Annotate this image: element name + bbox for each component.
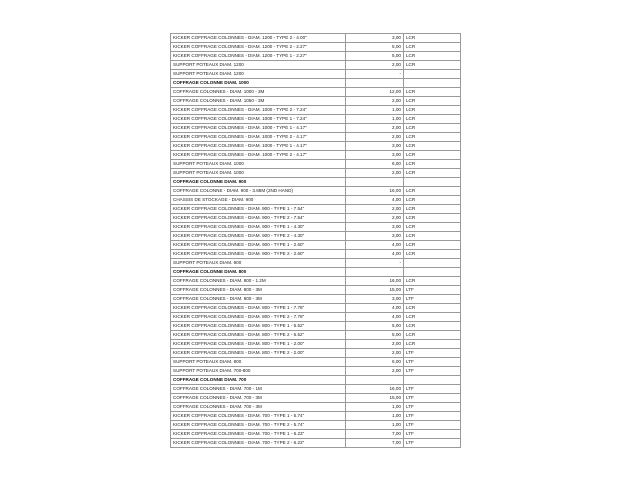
table-row [171, 106, 461, 115]
table-row [171, 124, 461, 133]
item-description-cell: KICKER COFFRAGE COLONNES - DIAM. 700 - TYPE 2 - 6.23" [171, 439, 346, 448]
unit-cell: LCR [404, 61, 461, 70]
quantity-cell [346, 268, 404, 277]
table-row [171, 214, 461, 223]
table-row [171, 412, 461, 421]
unit-cell: LTF [404, 349, 461, 358]
item-description-cell: KICKER COFFRAGE COLONNES - DIAM. 900 - TYPE 2 - 7.54" [171, 214, 346, 223]
item-description-cell: SUPPORT POTEAUX DIAM. 900 [171, 259, 346, 268]
unit-cell: LCR [404, 151, 461, 160]
item-description-cell: KICKER COFFRAGE COLONNES - DIAM. 1000 - TYPE 2 - 4.17" [171, 133, 346, 142]
section-header-row [171, 178, 461, 187]
quantity-cell: 7,00 [346, 430, 404, 439]
unit-cell: LCR [404, 52, 461, 61]
unit-cell: LCR [404, 133, 461, 142]
item-description-cell: COFFRAGE COLONNES - DIAM. 700 - 3M [171, 394, 346, 403]
unit-cell: LTF [404, 358, 461, 367]
unit-cell: LTF [404, 412, 461, 421]
unit-cell [404, 268, 461, 277]
quantity-cell: 2,00 [346, 367, 404, 376]
item-description-cell: KICKER COFFRAGE COLONNES - DIAM. 800 - TYPE 2 - 5.52" [171, 331, 346, 340]
quantity-cell: 3,00 [346, 151, 404, 160]
table-row [171, 115, 461, 124]
quantity-cell: 1,00 [346, 106, 404, 115]
quantity-cell: 2,00 [346, 169, 404, 178]
unit-cell: LCR [404, 124, 461, 133]
quantity-cell: 4,00 [346, 304, 404, 313]
table-row [171, 196, 461, 205]
table-row [171, 322, 461, 331]
table-row [171, 430, 461, 439]
item-description-cell: COFFRAGE COLONNE DIAM. 900 [171, 178, 346, 187]
table-row [171, 97, 461, 106]
quantity-cell: 1,00 [346, 115, 404, 124]
table-row [171, 439, 461, 448]
quantity-cell: 6,00 [346, 160, 404, 169]
item-description-cell: KICKER COFFRAGE COLONNES - DIAM. 900 - TYPE 2 - 4.30" [171, 232, 346, 241]
quantity-cell: 15,00 [346, 394, 404, 403]
item-description-cell: KICKER COFFRAGE COLONNES - DIAM. 700 - TYPE 1 - 5.74" [171, 412, 346, 421]
inventory-table-body [171, 34, 461, 448]
quantity-cell: 3,00 [346, 295, 404, 304]
item-description-cell: KICKER COFFRAGE COLONNES - DIAM. 1000 - TYPE 2 - 7.24" [171, 106, 346, 115]
table-row [171, 43, 461, 52]
table-row [171, 340, 461, 349]
item-description-cell: KICKER COFFRAGE COLONNES - DIAM. 900 - TYPE 1 - 2.60" [171, 241, 346, 250]
item-description-cell: KICKER COFFRAGE COLONNES - DIAM. 1200 - TYPE 2 - 2.27" [171, 43, 346, 52]
unit-cell [404, 79, 461, 88]
item-description-cell: KICKER COFFRAGE COLONNES - DIAM. 700 - TYPE 2 - 5.74" [171, 421, 346, 430]
unit-cell [404, 178, 461, 187]
quantity-cell: 2,00 [346, 349, 404, 358]
table-row [171, 259, 461, 268]
quantity-cell [346, 178, 404, 187]
unit-cell: LCR [404, 43, 461, 52]
quantity-cell [346, 79, 404, 88]
unit-cell: LCR [404, 232, 461, 241]
item-description-cell: KICKER COFFRAGE COLONNES - DIAM. 800 - TYPE 1 - 2.00" [171, 340, 346, 349]
quantity-cell: 1,00 [346, 403, 404, 412]
item-description-cell: COFFRAGE COLONNES - DIAM. 700 - 3M [171, 403, 346, 412]
quantity-cell: 15,00 [346, 286, 404, 295]
unit-cell: LTF [404, 367, 461, 376]
table-row [171, 313, 461, 322]
unit-cell: LCR [404, 115, 461, 124]
unit-cell: LCR [404, 169, 461, 178]
table-row [171, 403, 461, 412]
table-row [171, 358, 461, 367]
section-header-row [171, 268, 461, 277]
table-row [171, 331, 461, 340]
unit-cell: LCR [404, 223, 461, 232]
item-description-cell: COFFRAGE COLONNE - DIAM. 900 - 3.88M (2ND HAND) [171, 187, 346, 196]
quantity-cell: 5,00 [346, 322, 404, 331]
item-description-cell: KICKER COFFRAGE COLONNES - DIAM. 1000 - TYPE 1 - 7.24" [171, 115, 346, 124]
table-row [171, 187, 461, 196]
table-row [171, 151, 461, 160]
quantity-cell: 2,00 [346, 124, 404, 133]
quantity-cell: 2,00 [346, 97, 404, 106]
quantity-cell: 7,00 [346, 439, 404, 448]
item-description-cell: COFFRAGE COLONNES - DIAM. 800 - 1.2M [171, 277, 346, 286]
table-row [171, 70, 461, 79]
table-row [171, 385, 461, 394]
unit-cell [404, 70, 461, 79]
item-description-cell: KICKER COFFRAGE COLONNES - DIAM. 1000 - TYPE 1 - 4.17" [171, 142, 346, 151]
unit-cell: LCR [404, 331, 461, 340]
item-description-cell: KICKER COFFRAGE COLONNES - DIAM. 1200 - TYPE 2 - 4.00" [171, 34, 346, 43]
quantity-cell: 16,00 [346, 277, 404, 286]
table-row [171, 394, 461, 403]
table-row [171, 142, 461, 151]
item-description-cell: KICKER COFFRAGE COLONNES - DIAM. 800 - TYPE 1 - 7.78" [171, 304, 346, 313]
unit-cell: LCR [404, 214, 461, 223]
unit-cell: LTF [404, 295, 461, 304]
quantity-cell: 2,00 [346, 214, 404, 223]
item-description-cell: COFFRAGE COLONNES - DIAM. 700 - 1M [171, 385, 346, 394]
item-description-cell: KICKER COFFRAGE COLONNES - DIAM. 800 - TYPE 2 - 7.78" [171, 313, 346, 322]
inventory-table [170, 33, 461, 448]
unit-cell: LTF [404, 385, 461, 394]
unit-cell: LCR [404, 160, 461, 169]
item-description-cell: SUPPORT POTEAUX DIAM. 1200 [171, 70, 346, 79]
item-description-cell: COFFRAGE COLONNES - DIAM. 800 - 3M [171, 295, 346, 304]
quantity-cell: 16,00 [346, 187, 404, 196]
table-row [171, 250, 461, 259]
unit-cell: LTF [404, 403, 461, 412]
quantity-cell: 12,00 [346, 88, 404, 97]
table-row [171, 286, 461, 295]
section-header-row [171, 79, 461, 88]
unit-cell: LTF [404, 421, 461, 430]
quantity-cell: 1,00 [346, 421, 404, 430]
quantity-cell: 4,00 [346, 241, 404, 250]
table-row [171, 421, 461, 430]
quantity-cell: 2,00 [346, 61, 404, 70]
item-description-cell: COFFRAGE COLONNES - DIAM. 1000 - 3M [171, 88, 346, 97]
table-row [171, 367, 461, 376]
quantity-cell: 2,00 [346, 205, 404, 214]
unit-cell: LTF [404, 430, 461, 439]
table-row [171, 295, 461, 304]
table-row [171, 241, 461, 250]
table-row [171, 304, 461, 313]
quantity-cell [346, 376, 404, 385]
item-description-cell: CHASSIS DE STOCKAGE - DIAM. 900 [171, 196, 346, 205]
quantity-cell: 3,00 [346, 223, 404, 232]
item-description-cell: SUPPORT POTEAUX DIAM. 800 [171, 358, 346, 367]
unit-cell [404, 376, 461, 385]
unit-cell: LCR [404, 88, 461, 97]
quantity-cell: - [346, 259, 404, 268]
unit-cell: LCR [404, 250, 461, 259]
item-description-cell: KICKER COFFRAGE COLONNES - DIAM. 800 - TYPE 2 - 2.00" [171, 349, 346, 358]
quantity-cell: 1,00 [346, 412, 404, 421]
unit-cell: LCR [404, 196, 461, 205]
item-description-cell: KICKER COFFRAGE COLONNES - DIAM. 900 - TYPE 1 - 4.30" [171, 223, 346, 232]
unit-cell: LCR [404, 322, 461, 331]
section-header-row [171, 376, 461, 385]
item-description-cell: KICKER COFFRAGE COLONNES - DIAM. 900 - TYPE 2 - 2.60" [171, 250, 346, 259]
item-description-cell: SUPPORT POTEAUX DIAM. 1200 [171, 61, 346, 70]
unit-cell: LCR [404, 142, 461, 151]
unit-cell: LCR [404, 97, 461, 106]
unit-cell: LCR [404, 106, 461, 115]
quantity-cell: 2,00 [346, 133, 404, 142]
unit-cell: LCR [404, 205, 461, 214]
unit-cell: LTF [404, 394, 461, 403]
unit-cell: LCR [404, 277, 461, 286]
table-row [171, 133, 461, 142]
unit-cell: LCR [404, 187, 461, 196]
item-description-cell: COFFRAGE COLONNE DIAM. 800 [171, 268, 346, 277]
unit-cell [404, 259, 461, 268]
item-description-cell: COFFRAGE COLONNE DIAM. 1000 [171, 79, 346, 88]
unit-cell: LCR [404, 340, 461, 349]
table-row [171, 232, 461, 241]
quantity-cell: 16,00 [346, 385, 404, 394]
quantity-cell: 3,00 [346, 142, 404, 151]
unit-cell: LCR [404, 313, 461, 322]
unit-cell: LTF [404, 286, 461, 295]
quantity-cell: 4,00 [346, 196, 404, 205]
table-row [171, 34, 461, 43]
item-description-cell: COFFRAGE COLONNE DIAM. 700 [171, 376, 346, 385]
item-description-cell: COFFRAGE COLONNES - DIAM. 1050 - 3M [171, 97, 346, 106]
quantity-cell: 4,00 [346, 313, 404, 322]
table-row [171, 160, 461, 169]
quantity-cell: 5,00 [346, 331, 404, 340]
item-description-cell: KICKER COFFRAGE COLONNES - DIAM. 800 - TYPE 1 - 5.52" [171, 322, 346, 331]
item-description-cell: KICKER COFFRAGE COLONNES - DIAM. 1200 - TYPE 1 - 2.27" [171, 52, 346, 61]
unit-cell: LCR [404, 304, 461, 313]
table-row [171, 223, 461, 232]
item-description-cell: SUPPORT POTEAUX DIAM. 1000 [171, 169, 346, 178]
unit-cell: LCR [404, 34, 461, 43]
item-description-cell: SUPPORT POTEAUX DIAM. 1000 [171, 160, 346, 169]
quantity-cell: 3,00 [346, 34, 404, 43]
quantity-cell: 5,00 [346, 43, 404, 52]
table-row [171, 61, 461, 70]
item-description-cell: SUPPORT POTEAUX DIAM. 700-800 [171, 367, 346, 376]
unit-cell: LCR [404, 241, 461, 250]
table-row [171, 88, 461, 97]
quantity-cell: - [346, 70, 404, 79]
item-description-cell: KICKER COFFRAGE COLONNES - DIAM. 1000 - TYPE 2 - 4.17" [171, 151, 346, 160]
item-description-cell: KICKER COFFRAGE COLONNES - DIAM. 1000 - TYPE 1 - 4.17" [171, 124, 346, 133]
quantity-cell: 2,00 [346, 340, 404, 349]
item-description-cell: KICKER COFFRAGE COLONNES - DIAM. 700 - TYPE 1 - 6.23" [171, 430, 346, 439]
quantity-cell: 5,00 [346, 52, 404, 61]
quantity-cell: 6,00 [346, 358, 404, 367]
unit-cell: LTF [404, 439, 461, 448]
quantity-cell: 4,00 [346, 250, 404, 259]
item-description-cell: COFFRAGE COLONNES - DIAM. 800 - 3M [171, 286, 346, 295]
table-row [171, 169, 461, 178]
table-row [171, 349, 461, 358]
item-description-cell: KICKER COFFRAGE COLONNES - DIAM. 900 - TYPE 1 - 7.54" [171, 205, 346, 214]
quantity-cell: 3,00 [346, 232, 404, 241]
table-row [171, 205, 461, 214]
table-row [171, 277, 461, 286]
table-row [171, 52, 461, 61]
